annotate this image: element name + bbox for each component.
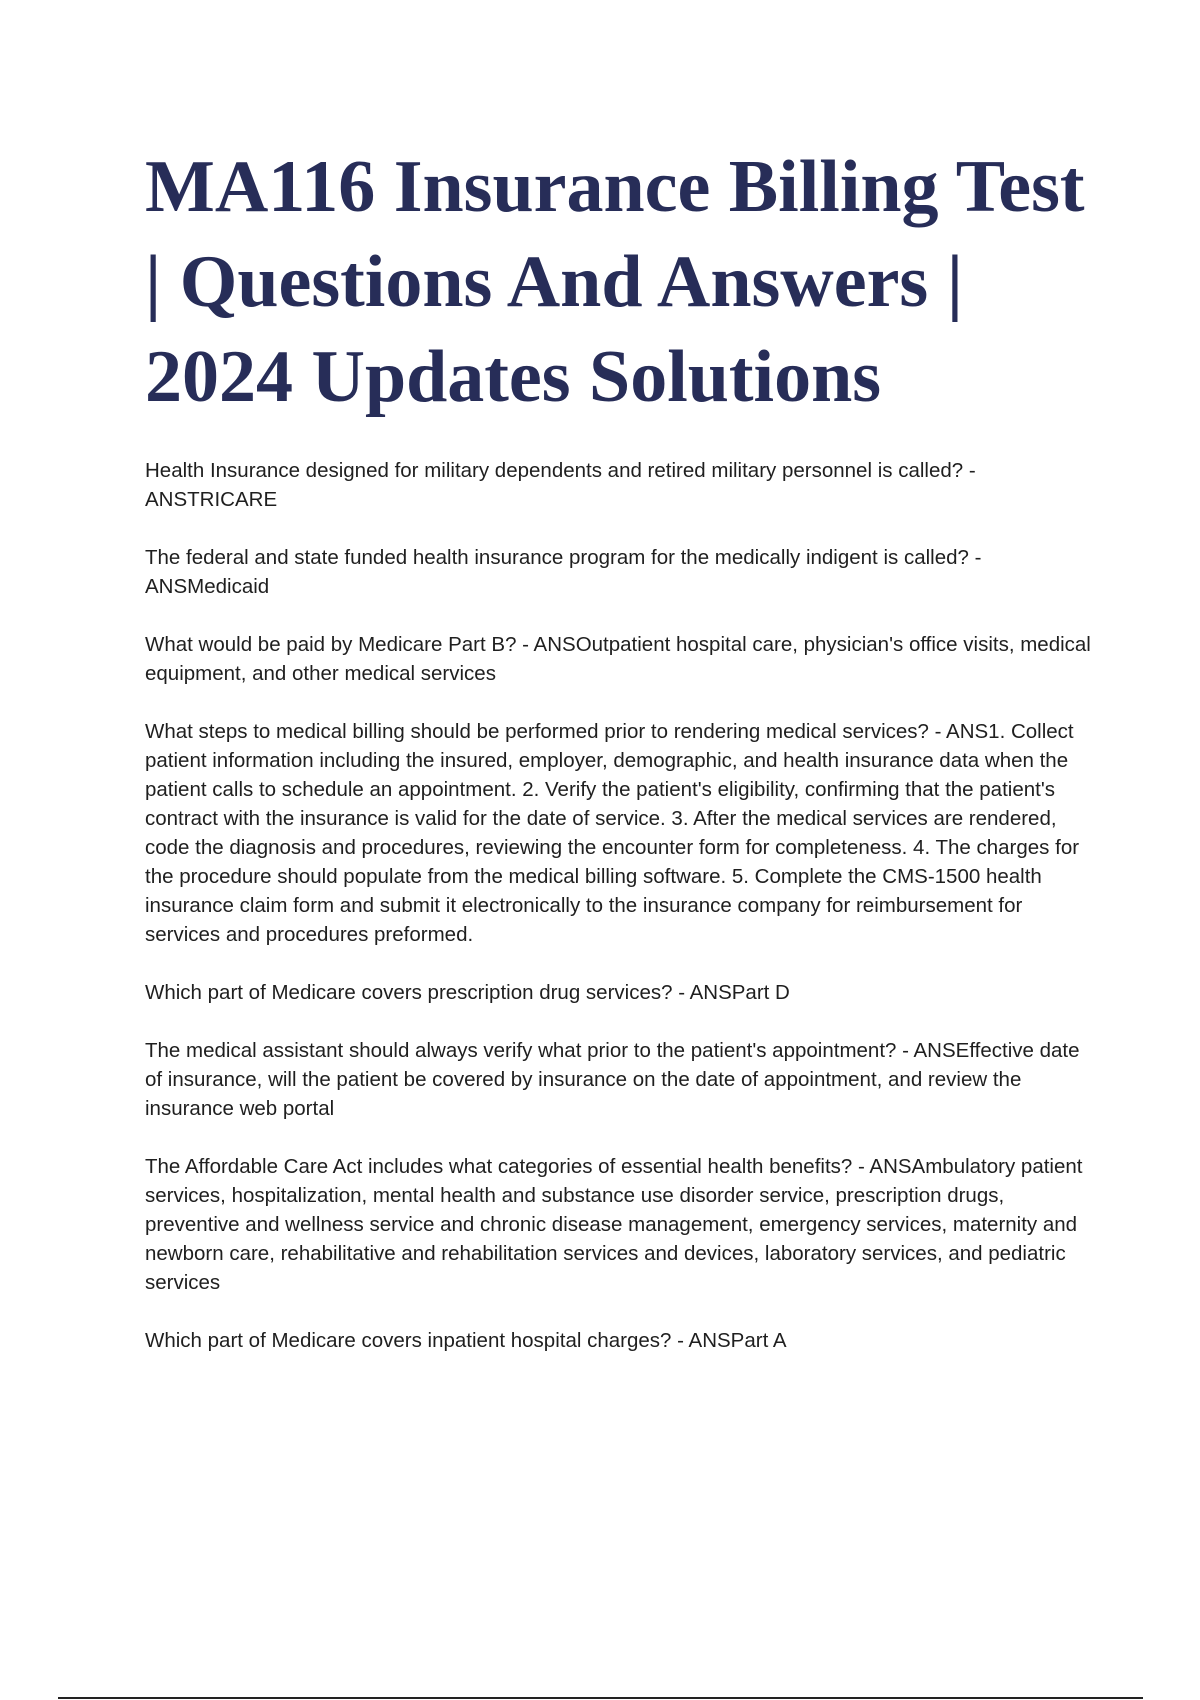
qa-item: The medical assistant should always verify what prior to the patient's appointment? - ANSEffective date of insurance, will the patient be covered by insurance on the date of appointment, and review the insurance web portal [145,1039,1080,1120]
qa-item: What would be paid by Medicare Part B? - ANSOutpatient hospital care, physician's office visits, medical equipment, and other medical services [145,633,1091,685]
qa-list [145,456,1095,1384]
qa-item: What steps to medical billing should be performed prior to rendering medical services? - ANS1. Collect patient information including the insured, employer, demographic, and health insurance data when the patient calls to schedule an appointment. 2. Verify the patient's eligibility, confirming that the patient's contract with the insurance is valid for the date of service. 3. After the medical services are rendered, code the diagnosis and procedures, reviewing the encounter form for completeness. 4. The charges for the procedure should populate from the medical billing software. 5. Complete the CMS-1500 health insurance claim form and submit it electronically to the insurance company for reimbursement for services and procedures preformed. [145,720,1080,946]
qa-item: The Affordable Care Act includes what categories of essential health benefits? - ANSAmbulatory patient services, hospitalization, mental health and substance use disorder service, prescription drugs, preventive and wellness service and chronic disease management, emergency services, maternity and newborn care, rehabilitative and rehabilitation services and devices, laboratory services, and pediatric services [145,1155,1083,1294]
footer-divider [58,1697,1143,1699]
qa-item: The federal and state funded health insurance program for the medically indigent is called? - ANSMedicaid [145,546,982,598]
page-title: MA116 Insurance Billing Test | Questions And Answers | 2024 Updates Solutions [145,146,1085,418]
qa-item: Which part of Medicare covers prescription drug services? - ANSPart D [145,981,790,1004]
qa-item: Health Insurance designed for military dependents and retired military personnel is called? - ANSTRICARE [145,459,976,511]
qa-item: Which part of Medicare covers inpatient hospital charges? - ANSPart A [145,1329,787,1352]
